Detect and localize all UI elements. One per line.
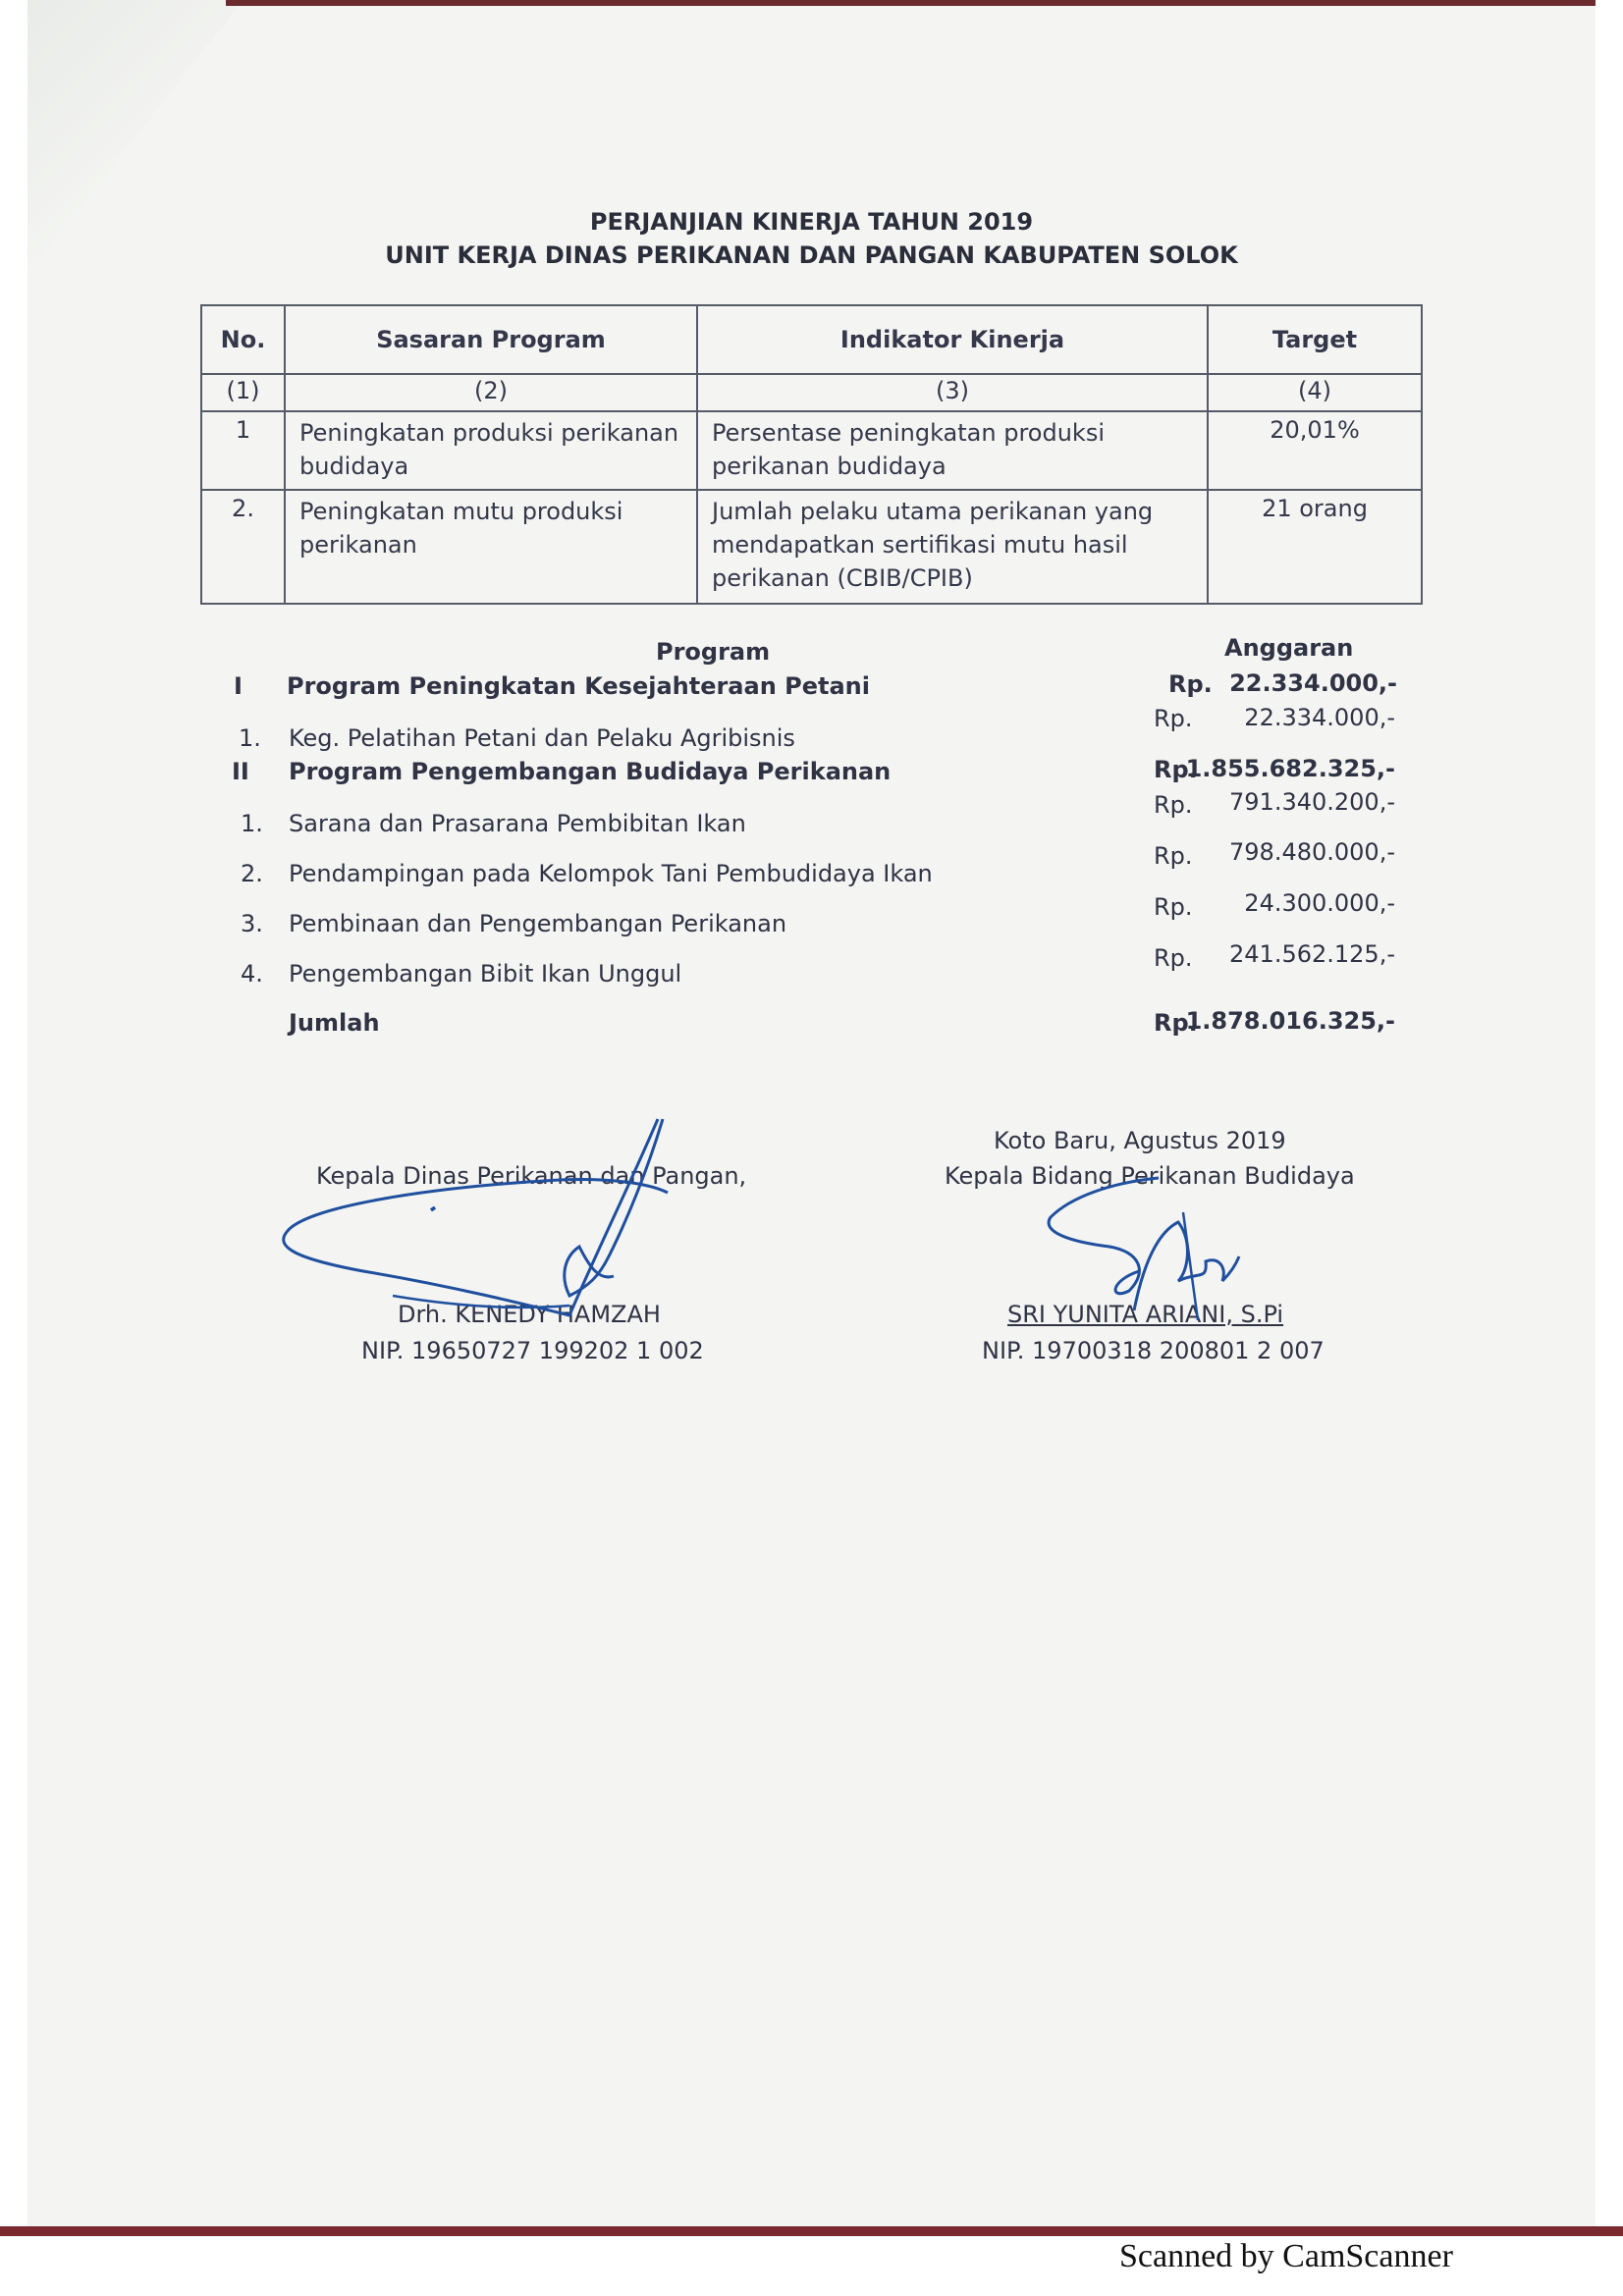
indikator-line: mendapatkan sertifikasi mutu hasil <box>712 531 1128 559</box>
budget-item-num: II <box>232 758 249 785</box>
budget-item-label: Pendampingan pada Kelompok Tani Pembudidaya Ikan <box>289 860 933 887</box>
header-sasaran: Sasaran Program <box>285 305 697 374</box>
right-signatory-position: Kepala Bidang Perikanan Budidaya <box>945 1162 1355 1190</box>
budget-item-label: Keg. Pelatihan Petani dan Pelaku Agribisnis <box>289 724 795 752</box>
left-signatory-name: Drh. KENEDY HAMZAH <box>398 1301 661 1328</box>
currency-label: Rp. <box>1168 670 1213 698</box>
budget-item-amount: 241.562.125,- <box>1229 940 1395 968</box>
sasaran-line: perikanan <box>299 531 417 559</box>
target-cell: 21 orang <box>1208 490 1422 604</box>
left-signatory-nip: NIP. 19650727 199202 1 002 <box>361 1337 704 1364</box>
column-number: (2) <box>285 374 697 411</box>
column-number: (4) <box>1208 374 1422 411</box>
budget-item-amount: 24.300.000,- <box>1244 889 1395 917</box>
total-amount: 1.878.016.325,- <box>1185 1007 1395 1035</box>
target-cell: 20,01% <box>1208 411 1422 490</box>
column-number: (3) <box>697 374 1208 411</box>
currency-label: Rp. <box>1154 842 1193 870</box>
currency-label: Rp. <box>1154 791 1193 819</box>
column-number-row <box>201 374 1422 411</box>
right-signatory-nip: NIP. 19700318 200801 2 007 <box>982 1337 1325 1364</box>
header-no: No. <box>201 305 285 374</box>
budget-item-label: Pengembangan Bibit Ikan Unggul <box>289 960 682 988</box>
budget-item-label: Program Peningkatan Kesejahteraan Petani <box>287 672 870 700</box>
column-number: (1) <box>201 374 285 411</box>
budget-item-amount: 798.480.000,- <box>1229 838 1395 866</box>
budget-item-num: I <box>234 672 243 700</box>
currency-label: Rp. <box>1154 756 1198 783</box>
budget-item-num: 1. <box>241 810 263 837</box>
scanner-watermark: Scanned by CamScanner <box>1119 2238 1453 2274</box>
table-row <box>201 490 1422 604</box>
row-number: 2. <box>201 490 285 604</box>
row-number: 1 <box>201 411 285 490</box>
sasaran-cell <box>285 490 697 604</box>
currency-label: Rp. <box>1154 893 1193 921</box>
right-signature-icon <box>1031 1163 1257 1330</box>
left-signature-icon <box>275 1109 687 1364</box>
indikator-line: Jumlah pelaku utama perikanan yang <box>712 498 1154 525</box>
table-row <box>201 411 1422 490</box>
header-target: Target <box>1208 305 1422 374</box>
left-signatory-position: Kepala Dinas Perikanan dan Pangan, <box>316 1162 747 1190</box>
table-header-row <box>201 305 1422 374</box>
currency-label: Rp. <box>1154 705 1193 732</box>
indikator-cell <box>697 490 1208 604</box>
sasaran-line: Peningkatan produksi perikanan <box>299 419 679 447</box>
budget-item-num: 2. <box>241 860 263 887</box>
budget-item-num: 1. <box>239 724 261 752</box>
budget-item-label: Program Pengembangan Budidaya Perikanan <box>289 758 892 785</box>
header-indikator: Indikator Kinerja <box>697 305 1208 374</box>
indikator-cell <box>697 411 1208 490</box>
performance-table <box>200 304 1423 605</box>
sasaran-line: Peningkatan mutu produksi <box>299 498 623 525</box>
background-edge-top <box>226 0 1596 6</box>
sasaran-line: budidaya <box>299 453 409 480</box>
sasaran-cell <box>285 411 697 490</box>
budget-item-amount: 791.340.200,- <box>1229 788 1395 816</box>
total-label: Jumlah <box>289 1009 380 1037</box>
indikator-line: perikanan budidaya <box>712 453 947 480</box>
budget-item-num: 3. <box>241 910 263 937</box>
budget-item-amount: 22.334.000,- <box>1244 704 1395 731</box>
background-edge-bottom <box>0 2226 1623 2236</box>
right-signatory-name: SRI YUNITA ARIANI, S.Pi <box>1007 1301 1284 1328</box>
budget-item-num: 4. <box>241 960 263 988</box>
document-title: PERJANJIAN KINERJA TAHUN 2019 <box>589 208 1034 236</box>
indikator-line: Persentase peningkatan produksi <box>712 419 1105 447</box>
place-date: Koto Baru, Agustus 2019 <box>994 1127 1286 1154</box>
indikator-line: perikanan (CBIB/CPIB) <box>712 564 973 592</box>
budget-item-amount: 22.334.000,- <box>1229 669 1397 697</box>
budget-item-label: Sarana dan Prasarana Pembibitan Ikan <box>289 810 746 837</box>
currency-label: Rp. <box>1154 1009 1198 1037</box>
budget-item-amount: 1.855.682.325,- <box>1185 755 1395 782</box>
document-subtitle: UNIT KERJA DINAS PERIKANAN DAN PANGAN KABUPATEN SOLOK <box>385 241 1238 269</box>
anggaran-header: Anggaran <box>1224 634 1354 662</box>
budget-item-label: Pembinaan dan Pengembangan Perikanan <box>289 910 787 937</box>
currency-label: Rp. <box>1154 944 1193 972</box>
program-header: Program <box>656 638 771 666</box>
